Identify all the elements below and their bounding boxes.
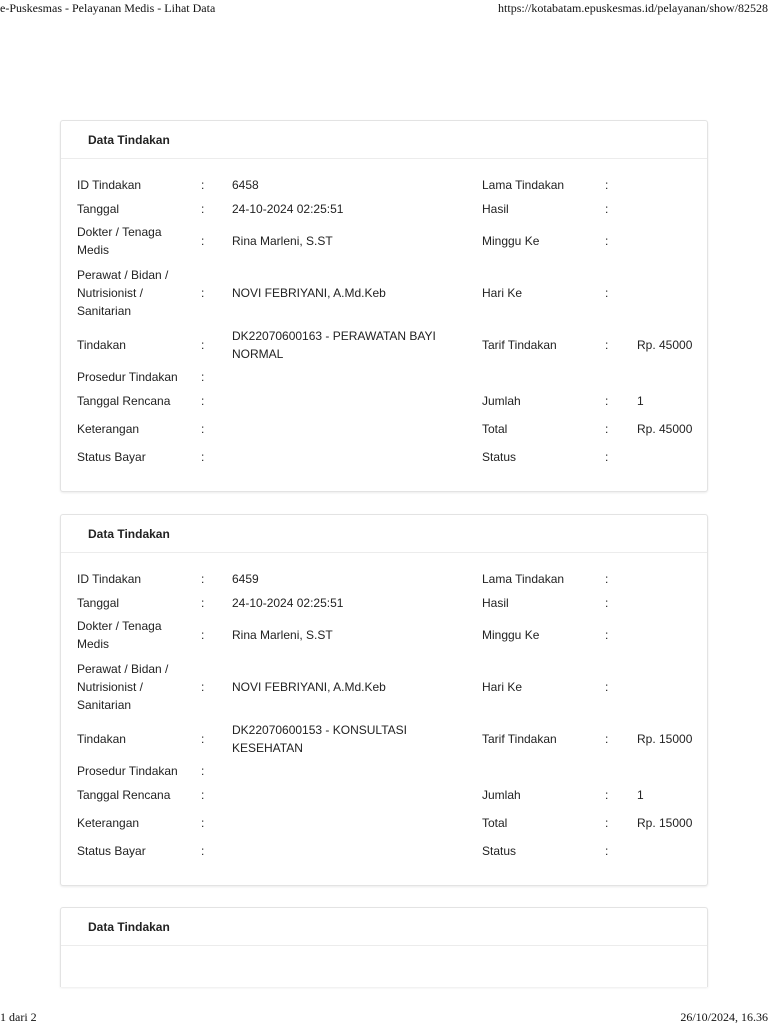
field-label: Status Bayar: [77, 844, 146, 858]
field-colon: :: [201, 788, 205, 802]
field-colon: :: [201, 764, 205, 778]
field-colon: :: [605, 202, 609, 216]
field-label: Tanggal: [77, 596, 120, 610]
detail-row: [61, 445, 707, 469]
field-colon: :: [605, 338, 609, 352]
detail-row: [61, 389, 707, 413]
field-label: Tindakan: [77, 732, 126, 746]
field-label: Status Bayar: [77, 450, 146, 464]
detail-row: [61, 655, 707, 719]
field-colon: :: [201, 844, 205, 858]
field-label: Prosedur Tindakan: [77, 370, 178, 384]
field-colon: :: [605, 816, 609, 830]
field-colon: :: [201, 178, 205, 192]
page-url: https://kotabatam.epuskesmas.id/pelayanan/show/82528: [498, 1, 768, 15]
field-value: 6458: [232, 178, 259, 192]
card-body: [61, 553, 707, 887]
card-title: Data Tindakan: [61, 908, 707, 946]
detail-row: [61, 615, 707, 655]
detail-row: [61, 325, 707, 365]
detail-row: [61, 197, 707, 221]
field-label: Tanggal: [77, 202, 120, 216]
field-value: Rina Marleni, S.ST: [232, 234, 333, 248]
field-label: Perawat / Bidan / Nutrisionist / Sanitarian: [77, 662, 169, 712]
field-colon: :: [201, 202, 205, 216]
field-value: 1: [637, 394, 644, 408]
field-colon: :: [605, 234, 609, 248]
field-label: Total: [482, 816, 508, 830]
field-label: Total: [482, 422, 508, 436]
field-value: Rp. 45000: [637, 338, 693, 352]
field-colon: :: [605, 286, 609, 300]
field-colon: :: [201, 680, 205, 694]
field-colon: :: [201, 286, 205, 300]
field-label: Hasil: [482, 596, 509, 610]
field-label: Prosedur Tindakan: [77, 764, 178, 778]
field-value: Rp. 45000: [637, 422, 693, 436]
field-colon: :: [201, 732, 205, 746]
detail-row: [61, 719, 707, 759]
field-label: Tindakan: [77, 338, 126, 352]
field-label: Tarif Tindakan: [482, 338, 557, 352]
field-label: Status: [482, 844, 517, 858]
detail-row: [61, 783, 707, 807]
field-label: Minggu Ke: [482, 628, 540, 642]
print-datetime: 26/10/2024, 16.36: [680, 1010, 768, 1024]
data-tindakan-card-2: [60, 514, 708, 886]
document-title: e-Puskesmas - Pelayanan Medis - Lihat Data: [0, 1, 216, 15]
field-label: Hasil: [482, 202, 509, 216]
field-colon: :: [201, 370, 205, 384]
field-label: Dokter / Tenaga Medis: [77, 619, 162, 651]
field-value: 24-10-2024 02:25:51: [232, 202, 344, 216]
detail-row: [61, 839, 707, 863]
field-colon: :: [605, 844, 609, 858]
field-value: 24-10-2024 02:25:51: [232, 596, 344, 610]
field-colon: :: [605, 628, 609, 642]
field-label: ID Tindakan: [77, 178, 142, 192]
detail-row: [61, 567, 707, 591]
field-colon: :: [201, 234, 205, 248]
field-label: Tanggal Rencana: [77, 788, 171, 802]
field-colon: :: [605, 788, 609, 802]
field-label: Jumlah: [482, 394, 521, 408]
field-colon: :: [605, 450, 609, 464]
field-colon: :: [201, 596, 205, 610]
field-value: 6459: [232, 572, 259, 586]
field-colon: :: [201, 422, 205, 436]
field-label: Keterangan: [77, 816, 140, 830]
field-label: Keterangan: [77, 422, 140, 436]
field-label: Dokter / Tenaga Medis: [77, 225, 162, 257]
field-colon: :: [605, 732, 609, 746]
field-value: DK22070600153 - KONSULTASI KESEHATAN: [232, 723, 407, 755]
field-colon: :: [605, 680, 609, 694]
field-colon: :: [605, 572, 609, 586]
data-tindakan-card-1: [60, 120, 708, 492]
field-label: Perawat / Bidan / Nutrisionist / Sanitarian: [77, 268, 169, 318]
field-label: Tarif Tindakan: [482, 732, 557, 746]
field-value: Rp. 15000: [637, 732, 693, 746]
field-colon: :: [201, 338, 205, 352]
field-value: Rp. 15000: [637, 816, 693, 830]
print-footer: [0, 1010, 768, 1024]
detail-row: [61, 261, 707, 325]
field-label: Minggu Ke: [482, 234, 540, 248]
field-colon: :: [201, 628, 205, 642]
field-label: Status: [482, 450, 517, 464]
field-colon: :: [605, 178, 609, 192]
card-title: Data Tindakan: [61, 121, 707, 159]
field-colon: :: [605, 596, 609, 610]
card-title: Data Tindakan: [61, 515, 707, 553]
detail-row: [61, 365, 707, 389]
page-number: 1 dari 2: [0, 1010, 37, 1024]
field-colon: :: [201, 816, 205, 830]
field-value: DK22070600163 - PERAWATAN BAYI NORMAL: [232, 329, 436, 361]
field-colon: :: [605, 422, 609, 436]
field-label: Lama Tindakan: [482, 572, 565, 586]
detail-row: [61, 173, 707, 197]
detail-row: [61, 591, 707, 615]
field-label: ID Tindakan: [77, 572, 142, 586]
field-colon: :: [201, 394, 205, 408]
field-label: Jumlah: [482, 788, 521, 802]
field-value: NOVI FEBRIYANI, A.Md.Keb: [232, 286, 386, 300]
field-colon: :: [201, 450, 205, 464]
field-value: NOVI FEBRIYANI, A.Md.Keb: [232, 680, 386, 694]
field-colon: :: [201, 572, 205, 586]
data-tindakan-card-3: [60, 907, 708, 987]
field-value: 1: [637, 788, 644, 802]
card-body: [61, 159, 707, 493]
field-label: Hari Ke: [482, 680, 523, 694]
detail-row: [61, 807, 707, 839]
detail-row: [61, 221, 707, 261]
field-label: Tanggal Rencana: [77, 394, 171, 408]
detail-row: [61, 413, 707, 445]
field-value: Rina Marleni, S.ST: [232, 628, 333, 642]
field-label: Hari Ke: [482, 286, 523, 300]
detail-row: [61, 759, 707, 783]
print-header: [0, 0, 768, 18]
field-colon: :: [605, 394, 609, 408]
field-label: Lama Tindakan: [482, 178, 565, 192]
